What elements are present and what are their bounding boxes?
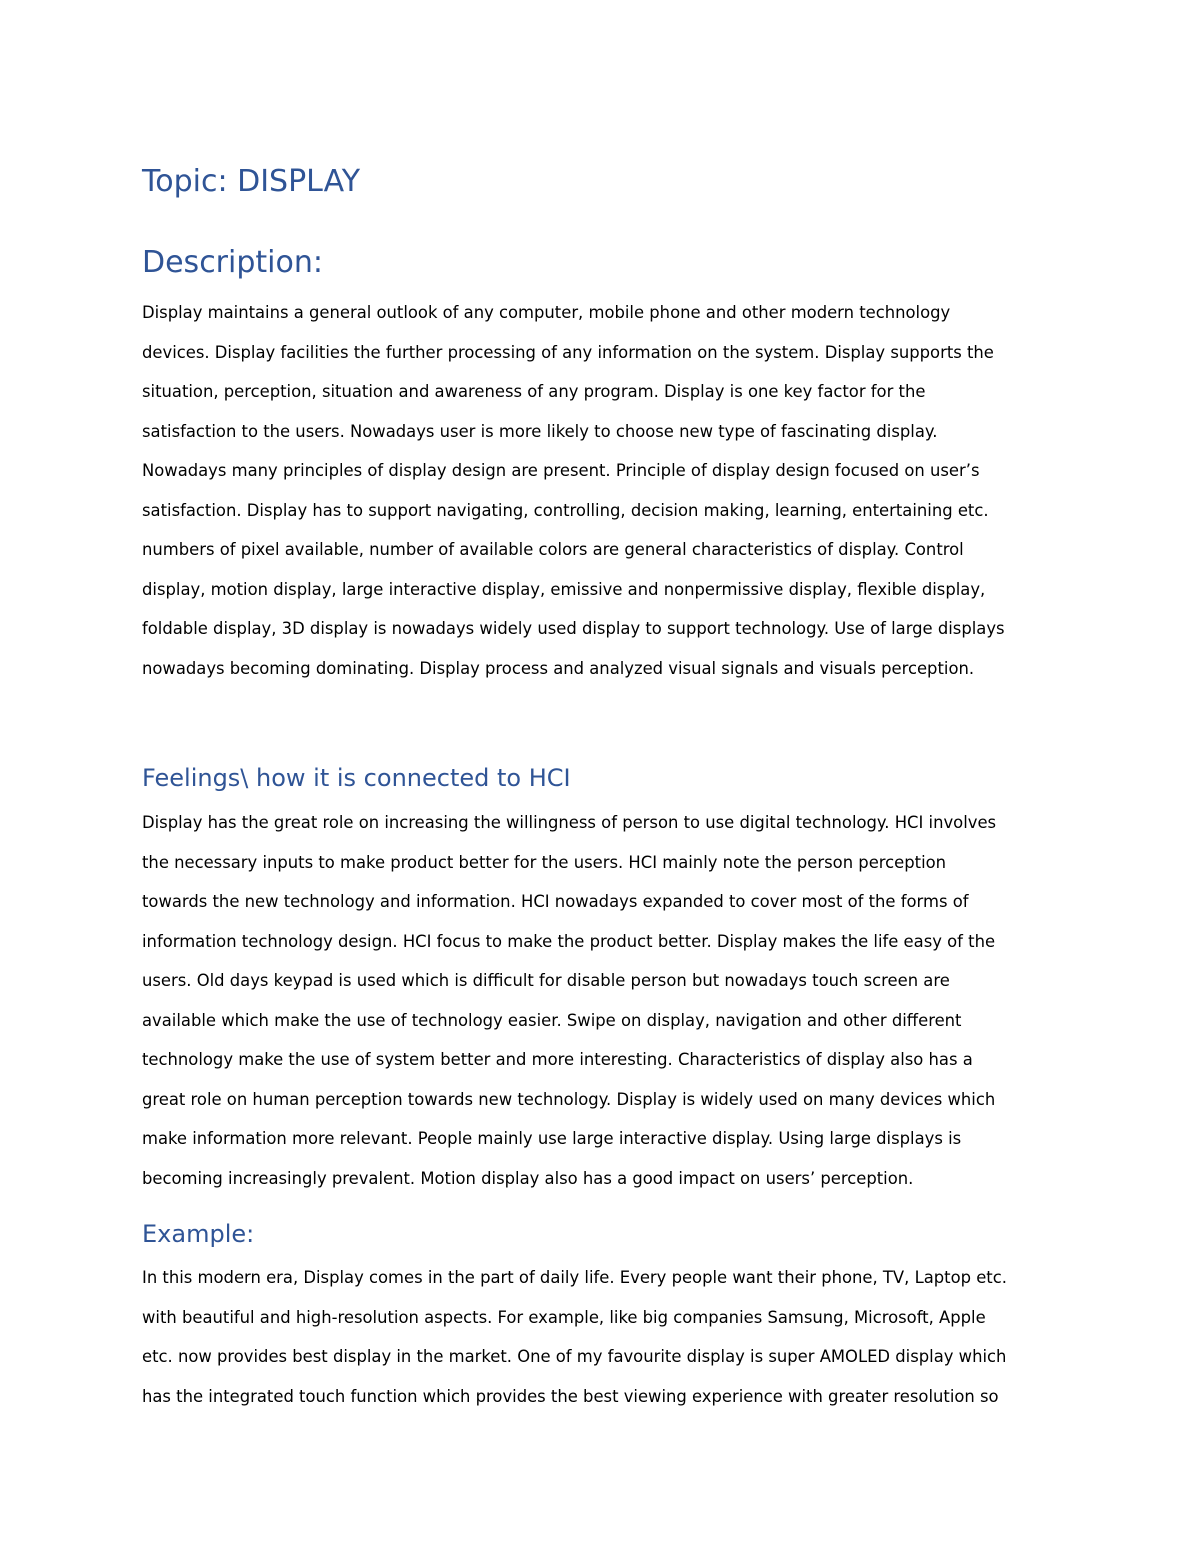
paragraph-line: the necessary inputs to make product better for the users. HCI mainly note the person perception — [142, 852, 947, 872]
paragraph-line: towards the new technology and information. HCI nowadays expanded to cover most of the forms of — [142, 892, 969, 911]
paragraph-line: satisfaction. Display has to support navigating, controlling, decision making, learning, entertaining etc. — [142, 500, 989, 520]
paragraph-line: has the integrated touch function which provides the best viewing experience with greater resolution so — [142, 1386, 999, 1406]
feelings-paragraph — [142, 803, 1062, 1198]
paragraph-line: great role on human perception towards new technology. Display is widely used on many devices which — [142, 1089, 996, 1109]
paragraph-line: devices. Display facilities the further processing of any information on the system. Display supports the — [142, 342, 994, 362]
paragraph-line: foldable display, 3D display is nowadays widely used display to support technology. Use of large displays — [142, 619, 1005, 638]
description-heading: Description: — [142, 245, 323, 280]
paragraph-line: situation, perception, situation and awareness of any program. Display is one key factor for the — [142, 382, 926, 401]
paragraph-line: make information more relevant. People mainly use large interactive display. Using large displays is — [142, 1129, 962, 1148]
paragraph-line: nowadays becoming dominating. Display process and analyzed visual signals and visuals perception. — [142, 658, 975, 678]
paragraph-line: available which make the use of technology easier. Swipe on display, navigation and other different — [142, 1010, 962, 1030]
paragraph-line: satisfaction to the users. Nowadays user is more likely to choose new type of fascinating display. — [142, 421, 938, 441]
paragraph-line: Nowadays many principles of display design are present. Principle of display design focused on user’s — [142, 461, 980, 480]
topic-title: Topic: DISPLAY — [142, 164, 361, 199]
example-heading: Example: — [142, 1220, 255, 1248]
feelings-heading: Feelings\ how it is connected to HCI — [142, 764, 571, 792]
paragraph-line: Display maintains a general outlook of any computer, mobile phone and other modern technology — [142, 303, 951, 322]
paragraph-line: etc. now provides best display in the market. One of my favourite display is super AMOLED display which — [142, 1347, 1007, 1366]
paragraph-line: numbers of pixel available, number of available colors are general characteristics of display. Control — [142, 540, 964, 559]
paragraph-line: Display has the great role on increasing the willingness of person to use digital technology. HCI involves — [142, 813, 997, 832]
paragraph-line: users. Old days keypad is used which is difficult for disable person but nowadays touch screen are — [142, 971, 950, 990]
description-paragraph — [142, 293, 1062, 688]
paragraph-line: technology make the use of system better and more interesting. Characteristics of display also has a — [142, 1050, 973, 1069]
paragraph-line: display, motion display, large interactive display, emissive and nonpermissive display, flexible display, — [142, 579, 986, 599]
paragraph-line: In this modern era, Display comes in the part of daily life. Every people want their phone, TV, Laptop etc. — [142, 1268, 1007, 1287]
example-paragraph — [142, 1258, 1062, 1416]
paragraph-line: becoming increasingly prevalent. Motion display also has a good impact on users’ perception. — [142, 1168, 914, 1188]
paragraph-line: with beautiful and high-resolution aspects. For example, like big companies Samsung, Microsoft, Apple — [142, 1307, 986, 1327]
paragraph-line: information technology design. HCI focus to make the product better. Display makes the life easy of the — [142, 931, 996, 951]
